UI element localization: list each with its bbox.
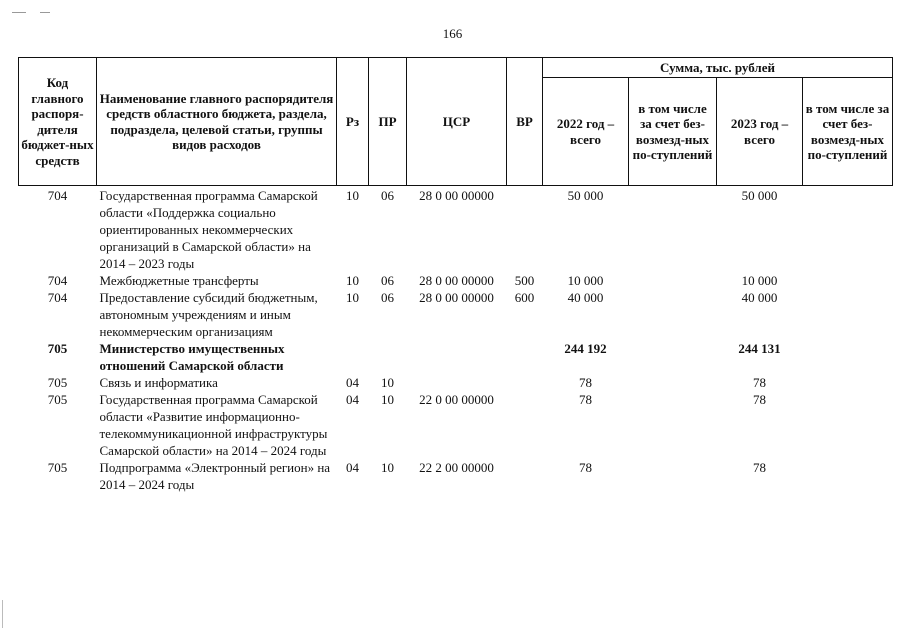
table-row [19,272,893,289]
cell-rz: 10 [346,273,359,288]
cell-code: 704 [47,273,68,288]
cell-2022-total: 40 000 [567,290,604,305]
cell-name: Министерство имущественных отношений Самарской области [99,341,285,373]
cell-2022-total: 10 000 [567,273,604,288]
cell-2022-total: 78 [579,392,592,407]
cell-2023-free [803,374,893,391]
cell-2023-free [803,272,893,289]
cell-2022-free [629,340,717,374]
cell-code: 704 [47,290,68,305]
cell-2023-free [803,391,893,459]
cell-name: Межбюджетные трансферты [99,273,259,288]
cell-pr: 06 [381,273,394,288]
scan-artifact [40,12,50,13]
cell-2023-total: 10 000 [741,273,778,288]
cell-csr: 22 2 00 00000 [419,460,494,475]
table-row [19,186,893,273]
cell-csr [407,374,507,391]
cell-2022-total: 50 000 [567,188,604,203]
cell-2023-free [803,459,893,493]
cell-2022-free [629,272,717,289]
cell-name: Связь и информатика [99,375,218,390]
cell-rz: 04 [346,375,359,390]
cell-pr: 06 [381,188,394,203]
header-rz: Рз [337,58,369,186]
header-pr: ПР [369,58,407,186]
cell-rz: 10 [346,188,359,203]
cell-2022-free [629,459,717,493]
cell-pr: 10 [381,460,394,475]
cell-rz: 04 [346,460,359,475]
cell-vr [507,459,543,493]
cell-vr [507,340,543,374]
cell-2023-free [803,186,893,273]
header-2022-free: в том числе за счет без-возмезд-ных по-ступлений [629,78,717,186]
cell-rz [337,340,369,374]
cell-2022-total: 78 [579,460,592,475]
cell-vr [507,391,543,459]
cell-code: 704 [47,188,68,203]
cell-2023-free [803,340,893,374]
header-2023-total: 2023 год – всего [717,78,803,186]
cell-vr [507,374,543,391]
cell-2023-total: 40 000 [741,290,778,305]
table-row [19,340,893,374]
table-row [19,391,893,459]
cell-vr: 600 [514,290,535,305]
header-sum-group: Сумма, тыс. рублей [543,58,893,78]
scan-artifact [2,600,3,628]
cell-pr: 06 [381,290,394,305]
header-code: Код главного распоря-дителя бюджет-ных средств [19,58,97,186]
cell-code: 705 [47,375,68,390]
table-row [19,374,893,391]
cell-name: Подпрограмма «Электронный регион» на 2014 – 2024 годы [99,460,331,492]
cell-vr [507,186,543,273]
cell-2022-total: 78 [579,375,592,390]
cell-rz: 10 [346,290,359,305]
cell-csr: 28 0 00 00000 [419,188,494,203]
cell-2023-total: 78 [753,392,766,407]
cell-csr: 28 0 00 00000 [419,273,494,288]
header-csr: ЦСР [407,58,507,186]
header-2022-total: 2022 год – всего [543,78,629,186]
cell-vr: 500 [514,273,535,288]
cell-rz: 04 [346,392,359,407]
cell-csr: 22 0 00 00000 [419,392,494,407]
table-header [19,58,893,186]
cell-pr: 10 [381,392,394,407]
cell-code: 705 [47,341,68,356]
cell-2023-free [803,289,893,340]
cell-2023-total: 78 [753,375,766,390]
table-row [19,289,893,340]
cell-2022-free [629,289,717,340]
header-2023-free: в том числе за счет без-возмезд-ных по-ступлений [803,78,893,186]
cell-pr: 10 [381,375,394,390]
budget-table [18,57,893,493]
cell-2022-free [629,391,717,459]
cell-2023-total: 50 000 [741,188,778,203]
page-number: 166 [442,26,463,41]
scan-artifact [12,12,26,13]
cell-name: Государственная программа Самарской области «Развитие информационно-телекоммуникационной инфраструктуры Самарской области» на 2014 – 2024 годы [99,392,328,458]
cell-2022-free [629,374,717,391]
cell-pr [369,340,407,374]
header-name: Наименование главного распорядителя средств областного бюджета, раздела, подраздела, целевой статьи, группы видов расходов [97,58,337,186]
cell-code: 705 [47,392,68,407]
header-vr: ВР [507,58,543,186]
cell-name: Государственная программа Самарской области «Поддержка социально ориентированных некоммерческих организаций в Самарской области» на 2014 – 2023 годы [99,188,318,271]
cell-csr: 28 0 00 00000 [419,290,494,305]
cell-2023-total: 78 [753,460,766,475]
cell-2023-total: 244 131 [738,341,781,356]
cell-2022-total: 244 192 [564,341,607,356]
table-body [19,186,893,494]
cell-2022-free [629,186,717,273]
table-row [19,459,893,493]
cell-name: Предоставление субсидий бюджетным, автономным учреждениям и иным некоммерческим организациям [99,290,318,339]
cell-csr [407,340,507,374]
cell-code: 705 [47,460,68,475]
